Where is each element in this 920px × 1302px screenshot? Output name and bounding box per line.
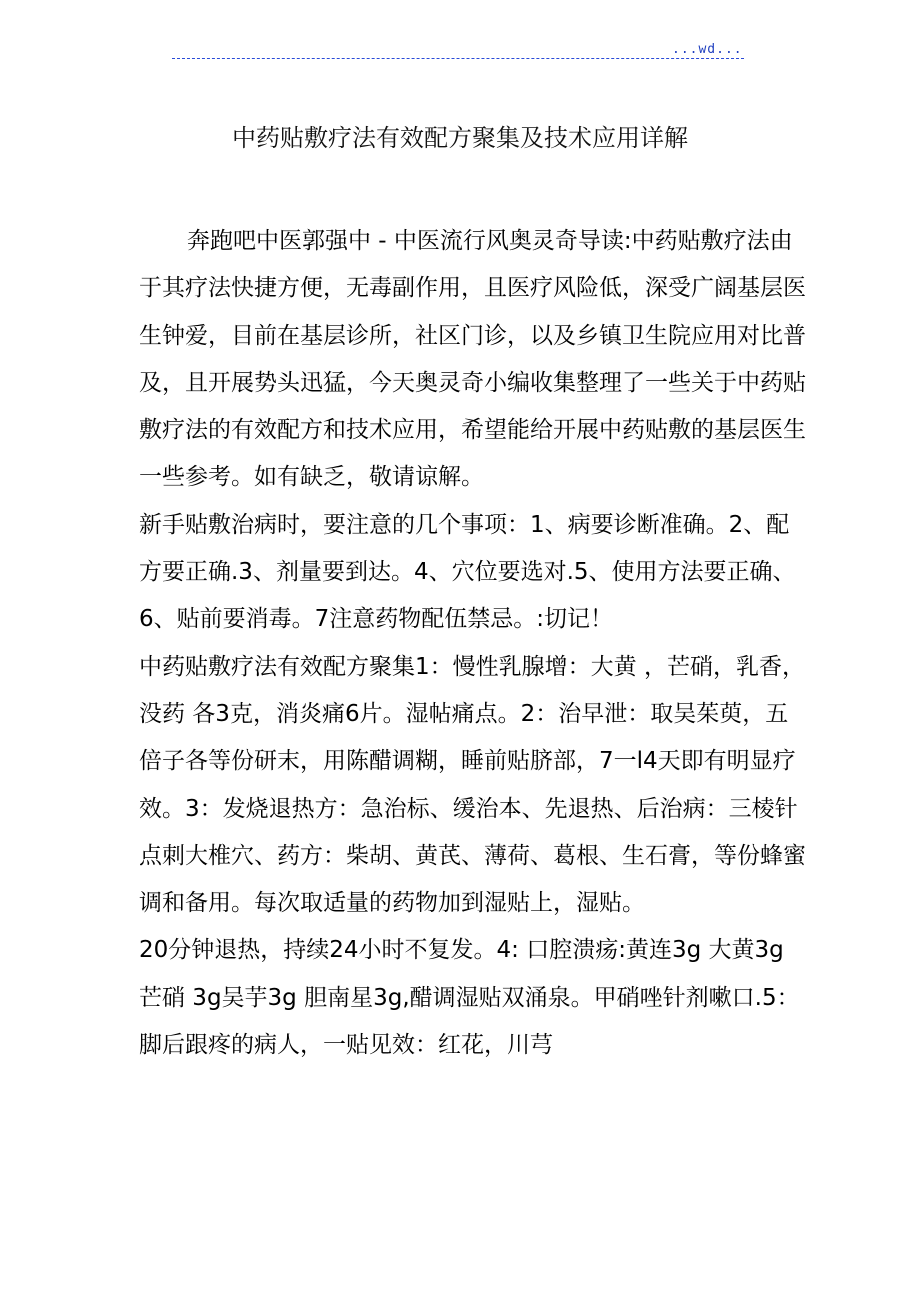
document-title: 中药贴敷疗法有效配方聚集及技术应用详解: [232, 124, 688, 152]
header-divider: [172, 58, 744, 59]
intro-paragraph: 奔跑吧中医郭强中 - 中医流行风奥灵奇导读:中药贴敷疗法由于其疗法快捷方便，无毒副作用，且医疗风险低，深受广阔基层医生钟爱，目前在基层诊所，社区门诊，以及乡镇卫生院应用对比普及，且开展势头迅猛，今天奥灵奇小编收集整理了一些关于中药贴敷疗法的有效配方和技术应用，希望能给开展中药贴敷的基层医生一些参考。如有缺乏，敬请谅解。: [139, 228, 806, 491]
header-mark: ...wd...: [672, 42, 743, 57]
formula-paragraph: 中药贴敷疗法有效配方聚集1：慢性乳腺增：大黄 ，芒硝，乳香，没药 各3克，消炎痛6片。湿帖痛点。2：治早泄：取吴茱萸，五倍子各等份研末，用陈醋调糊，睡前贴脐部，7一l4天即有明显疗效。3：发烧退热方：急治标、缓治本、先退热、后治病：三棱针点刺大椎穴、药方：柴胡、黄芪、薄荷、葛根、生石膏，等份蜂蜜调和备用。每次取适量的药物加到湿贴上，湿贴。: [139, 653, 806, 917]
notes-paragraph: 新手贴敷治病时，要注意的几个事项：1、病要诊断准确。2、配方要正确.3、剂量要到达。4、穴位要选对.5、使用方法要正确、6、贴前要消毒。7注意药物配伍禁忌。:切记！: [139, 511, 796, 633]
continued-paragraph: 20分钟退热，持续24小时不复发。4: 口腔溃疡:黄连3g 大黄3g 芒硝 3g吴芋3g 胆南星3g,醋调湿贴双涌泉。甲硝唑针剂嗽口.5：脚后跟疼的病人，一贴见效：红花，川芎: [139, 937, 800, 1059]
document-body: [139, 218, 809, 1069]
